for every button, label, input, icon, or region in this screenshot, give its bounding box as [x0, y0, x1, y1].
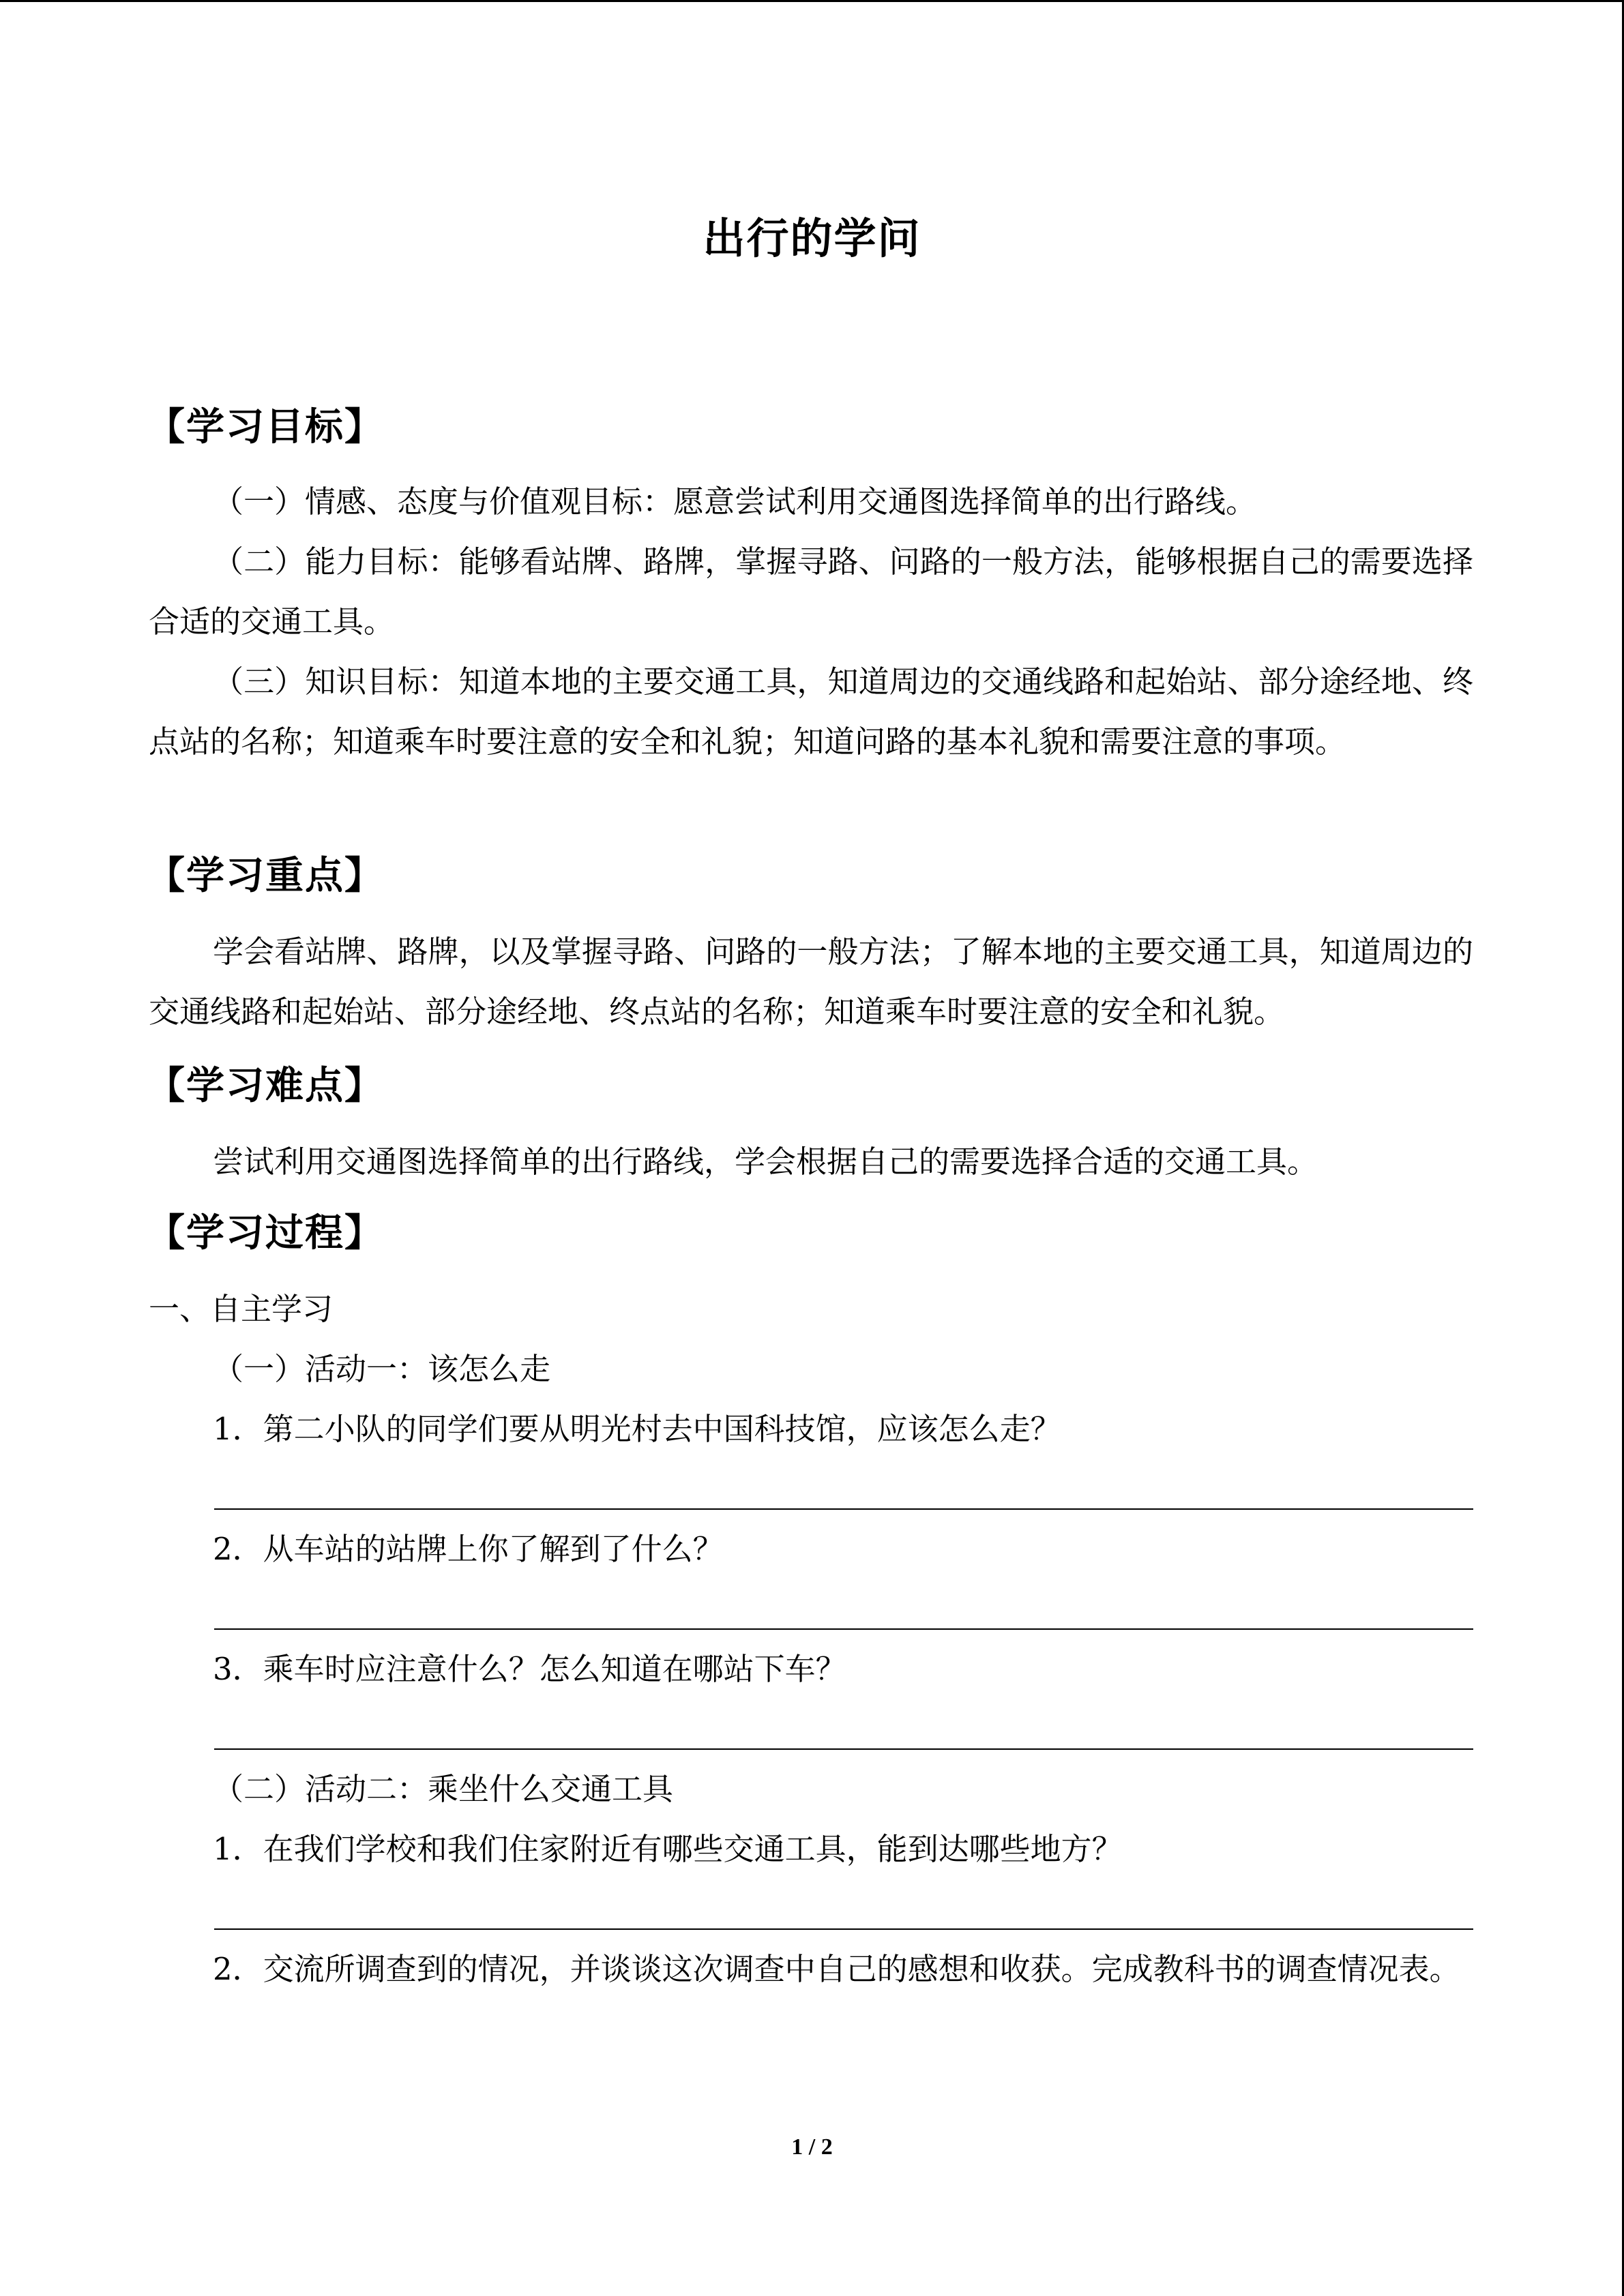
- answer-line-1[interactable]: [214, 1508, 1473, 1510]
- key-points-text: 学会看站牌、路牌，以及掌握寻路、问路的一般方法；了解本地的主要交通工具，知道周边的交通线路和起始站、部分途经地、终点站的名称；知道乘车时要注意的安全和礼貌。: [149, 934, 1473, 1030]
- page-number: 1 / 2: [791, 2134, 833, 2160]
- answer-line-4[interactable]: [214, 1928, 1473, 1930]
- activity1-title: （一）活动一：该怎么走: [213, 1351, 551, 1387]
- heading-key-points: 【学习重点】: [147, 854, 384, 898]
- activity1-question-1: 1．第二小队的同学们要从明光村去中国科技馆，应该怎么走？: [213, 1411, 1061, 1447]
- activity2-question-1: 1．在我们学校和我们住家附近有哪些交通工具，能到达哪些地方？: [213, 1831, 1123, 1867]
- document-title: 出行的学问: [703, 213, 921, 263]
- heading-objectives: 【学习目标】: [147, 405, 384, 449]
- objective-item-3: （三）知识目标：知道本地的主要交通工具，知道周边的交通线路和起始站、部分途经地、终点站的名称；知道乘车时要注意的安全和礼貌；知道问路的基本礼貌和需要注意的事项。: [149, 664, 1473, 760]
- answer-line-2[interactable]: [214, 1628, 1473, 1630]
- activity2-title: （二）活动二：乘坐什么交通工具: [213, 1771, 674, 1807]
- part1-title: 一、自主学习: [149, 1291, 334, 1327]
- activity2-question-2: 2．交流所调查到的情况，并谈谈这次调查中自己的感想和收获。完成教科书的调查情况表。: [213, 1951, 1460, 1987]
- objective-item-2: （二）能力目标：能够看站牌、路牌，掌握寻路、问路的一般方法，能够根据自己的需要选择合适的交通工具。: [149, 543, 1473, 640]
- difficulties-text: 尝试利用交通图选择简单的出行路线，学会根据自己的需要选择合适的交通工具。: [213, 1144, 1318, 1180]
- objective-item-1: （一）情感、态度与价值观目标：愿意尝试利用交通图选择简单的出行路线。: [213, 483, 1257, 520]
- page-border-top: [0, 0, 1624, 2]
- activity1-question-2: 2．从车站的站牌上你了解到了什么？: [213, 1531, 724, 1567]
- heading-process: 【学习过程】: [147, 1211, 384, 1255]
- answer-line-3[interactable]: [214, 1748, 1473, 1750]
- heading-difficulties: 【学习难点】: [147, 1064, 384, 1108]
- activity1-question-3: 3．乘车时应注意什么？怎么知道在哪站下车？: [213, 1651, 846, 1687]
